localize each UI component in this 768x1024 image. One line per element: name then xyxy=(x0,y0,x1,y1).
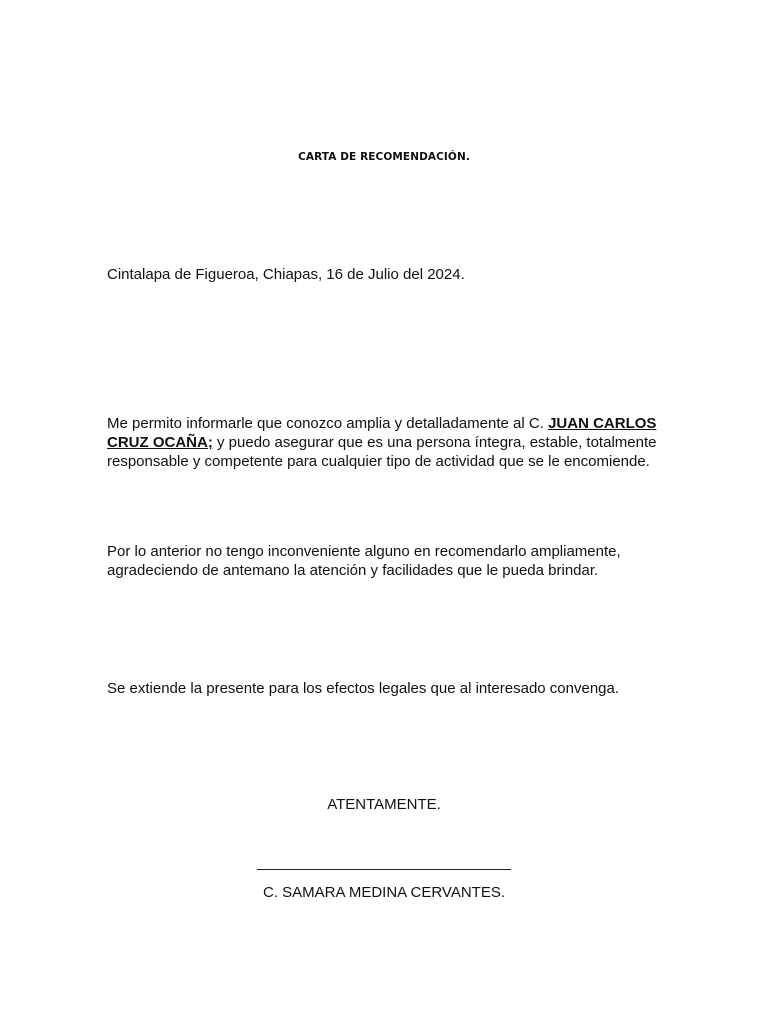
signer-name: C. SAMARA MEDINA CERVANTES. xyxy=(263,884,505,901)
place-date: Cintalapa de Figueroa, Chiapas, 16 de Julio del 2024. xyxy=(107,266,465,283)
paragraph-intro-text: Me permito informarle que conozco amplia y detalladamente al C. xyxy=(107,415,549,432)
paragraph-rest-text: y puedo asegurar que es una persona íntegra, estable, totalmente responsable y competente para cualquier tipo de actividad que se le encomiende. xyxy=(107,434,657,470)
paragraph-recommend-statement: Por lo anterior no tengo inconveniente alguno en recomendarlo ampliamente, agradeciendo de antemano la atención y facilidades que le pueda brindar. xyxy=(107,543,621,579)
closing-text: ATENTAMENTE. xyxy=(327,796,441,813)
letter-title: CARTA DE RECOMENDACIÓN. xyxy=(298,151,470,163)
signature-line xyxy=(257,869,511,870)
recommended-person-name: JUAN CARLOS CRUZ OCAÑA; xyxy=(107,415,657,451)
paragraph-recommendation xyxy=(107,414,667,471)
paragraph-legal-purpose: Se extiende la presente para los efectos legales que al interesado convenga. xyxy=(107,680,620,697)
